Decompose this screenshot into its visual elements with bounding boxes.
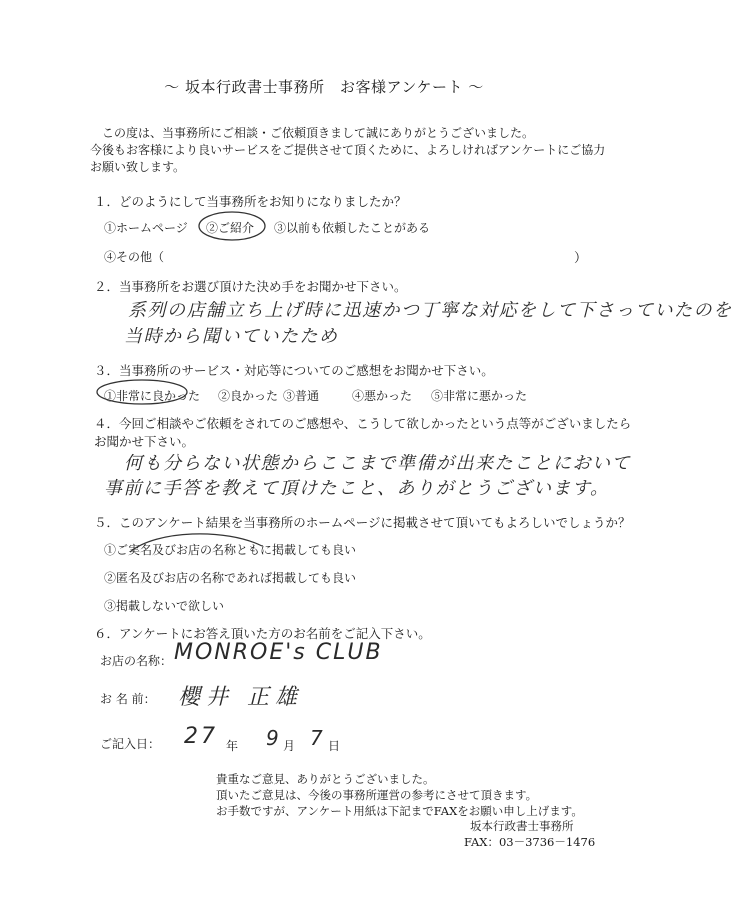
customer-name-value[interactable]: 櫻井 正雄: [178, 685, 303, 710]
q1-other-close-paren: ）: [574, 251, 588, 266]
customer-name-label: お 名 前：: [100, 692, 156, 706]
intro-line-1: この度は、当事務所にご相談・ご依頼頂きまして誠にありがとうございました。: [102, 126, 535, 140]
q4-answer-line-2[interactable]: 事前に手答を教えて頂けたこと、ありがとうございます。: [104, 478, 610, 499]
q3-option-average[interactable]: ③普通: [283, 389, 320, 403]
q3-question: ３．当事務所のサービス・対応等についてのご感想をお聞かせ下さい。: [94, 363, 494, 378]
q4-question-line-2: お聞かせ下さい。: [94, 434, 195, 449]
shop-name-label: お店の名称：: [100, 654, 173, 668]
q5-option-publish-anonymous[interactable]: ②匿名及びお店の名称であれば掲載しても良い: [104, 571, 357, 585]
q1-option-other[interactable]: ④その他（: [104, 250, 165, 264]
q1-option-referral[interactable]: ②ご紹介: [206, 221, 255, 235]
q1-option-homepage[interactable]: ①ホームページ: [104, 221, 188, 235]
q1-selection-circle: [198, 210, 268, 242]
q5-selection-mark: [126, 532, 266, 558]
date-day-unit: 日: [328, 739, 341, 753]
shop-name-value[interactable]: MONROE's CLUB: [174, 640, 383, 665]
q3-option-good[interactable]: ②良かった: [218, 389, 279, 403]
footer-thanks: 貴重なご意見、ありがとうございました。: [216, 772, 435, 786]
q5-option-publish-full[interactable]: ①ご実名及びお店の名称ともに掲載しても良い: [104, 543, 357, 557]
date-year-unit: 年: [226, 739, 239, 753]
date-year-value[interactable]: 27: [184, 724, 218, 749]
date-day-value[interactable]: 7: [310, 726, 325, 750]
q5-option-do-not-publish[interactable]: ③掲載しないで欲しい: [104, 599, 225, 613]
date-month-value[interactable]: 9: [266, 726, 281, 750]
q5-question: ５．このアンケート結果を当事務所のホームページに掲載させて頂いてもよろしいでしょうか？: [94, 515, 631, 530]
q6-question: ６．アンケートにお答え頂いた方のお名前をご記入下さい。: [94, 626, 431, 641]
footer-fax-number: FAX：03－3736－1476: [464, 835, 596, 849]
q3-option-very-good[interactable]: ①非常に良かった: [104, 389, 201, 403]
date-label: ご記入日：: [100, 737, 161, 751]
footer-fax-request: お手数ですが、アンケート用紙は下記までFAXをお願い申し上げます。: [216, 804, 583, 818]
intro-line-3: お願い致します。: [90, 160, 186, 174]
q3-selection-circle: [96, 378, 194, 408]
q3-option-bad[interactable]: ④悪かった: [352, 389, 413, 403]
q2-answer-line-2[interactable]: 当時から聞いていたため: [124, 326, 339, 347]
date-month-unit: 月: [283, 739, 296, 753]
survey-title: 〜 坂本行政書士事務所 お客様アンケート 〜: [164, 78, 484, 96]
intro-line-2: 今後もお客様により良いサービスをご提供させて頂くために、よろしければアンケートにご協力: [90, 143, 606, 157]
q3-option-very-bad[interactable]: ⑤非常に悪かった: [431, 389, 528, 403]
q4-question-line-1: ４．今回ご相談やご依頼をされてのご感想や、こうして欲しかったという点等がございましたら: [94, 416, 632, 431]
footer-feedback-note: 頂いたご意見は、今後の事務所運営の参考にさせて頂きます。: [216, 788, 538, 802]
footer-office-name: 坂本行政書士事務所: [470, 819, 574, 833]
q4-answer-line-1[interactable]: 何も分らない状態からここまで準備が出来たことにおいて: [124, 453, 631, 474]
q1-option-previous-client[interactable]: ③以前も依頼したことがある: [274, 221, 431, 235]
q2-answer-line-1[interactable]: 系列の店舗立ち上げ時に迅速かつ丁寧な対応をして下さっていたのを: [128, 300, 733, 321]
q2-question: ２．当事務所をお選び頂けた決め手をお聞かせ下さい。: [94, 279, 407, 294]
q1-question: １．どのようにして当事務所をお知りになりましたか？: [94, 194, 407, 209]
